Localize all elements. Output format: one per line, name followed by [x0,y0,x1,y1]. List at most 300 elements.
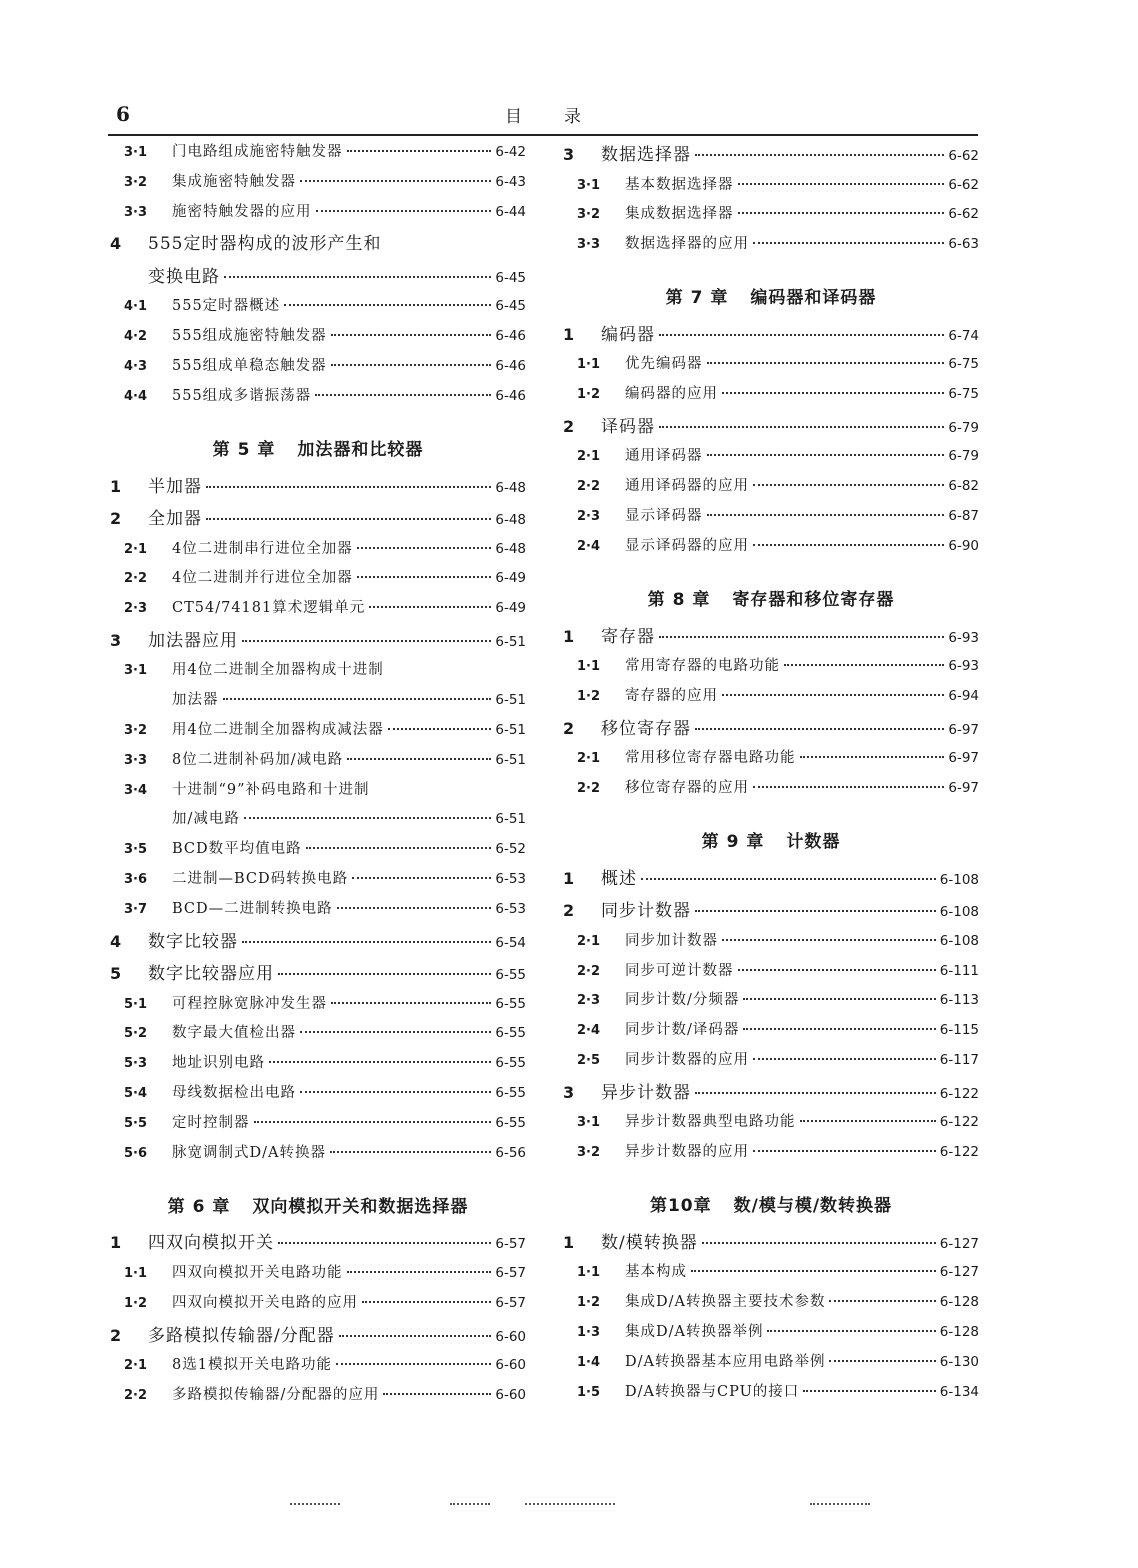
section-number: 2·4 [577,538,601,554]
toc-entry [110,807,526,837]
page-ref: 6-122 [939,1144,979,1161]
section-title: BCD数平均值电路 [172,841,302,858]
leader-dots [352,877,491,879]
toc-entry [110,229,526,262]
toc-entry [563,896,979,929]
section-title: 集成D/A转换器主要技术参数 [625,1294,826,1311]
section-title: 母线数据检出电路 [172,1085,296,1102]
section-number: 3·6 [124,872,148,888]
leader-dots [767,1330,935,1332]
section-number: 3 [563,1082,575,1102]
toc-entry [110,140,526,170]
toc-entry [563,504,979,534]
toc-entry [110,504,526,537]
toc-entry [110,748,526,778]
page-ref: 6-94 [948,687,979,704]
leader-dots [753,484,944,486]
section-number: 3·1 [124,663,148,679]
page-ref: 6-108 [939,871,979,888]
toc-entry [110,384,526,414]
section-title: 555组成单稳态触发器 [172,357,327,374]
page-ref: 6-57 [495,1264,526,1281]
section-title: 寄存器的应用 [625,687,718,704]
leader-dots [242,941,491,943]
toc-entry [563,173,979,203]
leader-dots [691,1270,936,1272]
section-title: 4位二进制串行进位全加器 [172,540,353,557]
section-number: 4·4 [124,388,148,404]
leader-dots [659,636,944,638]
section-title: 二进制—BCD码转换电路 [172,871,349,888]
leader-dots [223,698,492,700]
section-title: 变换电路 [148,266,220,287]
page-ref: 6-51 [495,811,526,828]
leader-dots [753,242,944,244]
chapter-title: 编码器和译码器 [750,288,877,309]
page-ref: 6-49 [495,570,526,587]
leader-dots [206,518,491,520]
section-number: 1 [563,626,575,646]
toc-entry [563,474,979,504]
leader-dots [753,1150,936,1152]
toc-entry [563,864,979,897]
toc-entry [110,1141,526,1171]
page-ref: 6-48 [495,512,526,529]
leader-dots [659,334,944,336]
section-title: 4位二进制并行进位全加器 [172,570,353,587]
section-number: 2·3 [577,509,601,525]
section-number: 3·5 [124,842,148,858]
toc-entry [563,382,979,412]
toc-entry [563,1018,979,1048]
section-title: 数据选择器的应用 [625,236,749,253]
section-number: 3·2 [577,207,601,223]
page-ref: 6-51 [495,633,526,650]
toc-entry [563,988,979,1018]
section-number: 2·5 [577,1053,601,1069]
section-number: 3 [110,630,122,650]
toc-entry [563,1048,979,1078]
section-number: 3·1 [124,145,148,160]
leader-dots [224,276,491,278]
leader-dots [347,758,491,760]
leader-dots [722,392,944,394]
section-title: 移位寄存器的应用 [625,780,749,797]
section-title: 移位寄存器 [601,718,691,739]
section-title: D/A转换器基本应用电路举例 [625,1353,826,1370]
toc-entry [563,202,979,232]
leader-dots [800,756,945,758]
section-number: 1 [110,1233,122,1253]
section-title: 可程控脉宽脉冲发生器 [172,995,327,1012]
chapter-title: 寄存器和移位寄存器 [732,590,895,611]
section-title: D/A转换器与CPU的接口 [625,1383,800,1400]
page-ref: 6-51 [495,722,526,739]
leader-dots [357,547,492,549]
chapter-title: 计数器 [786,832,841,853]
toc-entry [110,1321,526,1354]
page-ref: 6-57 [495,1236,526,1253]
section-title: 多路模拟传输器/分配器 [148,1325,335,1346]
leader-dots [743,1028,935,1030]
section-title: 加/减电路 [172,811,240,828]
chapter-heading [563,816,979,864]
section-title: 同步计数器 [601,901,691,922]
page-ref: 6-55 [495,967,526,984]
section-number: 2·2 [124,571,148,587]
chapter-title: 数/模与模/数转换器 [733,1196,893,1217]
section-number: 2·2 [577,963,601,979]
section-title: 同步计数/分频器 [625,992,740,1009]
page-ref: 6-44 [495,203,526,220]
section-title: 异步计数器典型电路功能 [625,1114,796,1131]
page-ref: 6-55 [495,1114,526,1131]
toc-entry [563,746,979,776]
section-number: 3·3 [124,204,148,220]
section-number: 1·3 [577,1325,601,1341]
toc-entry [110,1291,526,1321]
leader-dots [738,183,945,185]
leader-dots [284,304,491,306]
toc-entry [110,1051,526,1081]
spacer [110,1170,526,1180]
chapter-number: 第10章 [649,1196,712,1217]
toc-entry [110,200,526,230]
section-number: 3 [563,145,575,164]
spacer [563,806,979,816]
page-ref: 6-53 [495,900,526,917]
page-ref: 6-45 [495,298,526,315]
section-title: 集成施密特触发器 [172,173,296,190]
toc-entry [563,444,979,474]
section-title: 8位二进制补码加/减电路 [172,751,344,768]
section-number: 4·1 [124,299,148,315]
leader-dots [254,1121,492,1123]
page-ref: 6-62 [948,176,979,193]
section-number: 3·4 [124,782,148,798]
toc-entry [563,1290,979,1320]
page-ref: 6-51 [495,692,526,709]
section-number: 4 [110,931,122,951]
leader-dots [753,1058,936,1060]
header-title: 目录 [505,107,623,127]
leader-dots [331,364,492,366]
toc-entry [110,1021,526,1051]
section-number: 2·4 [577,1023,601,1039]
section-title: 用4位二进制全加器构成十进制 [172,662,384,679]
section-title: 编码器的应用 [625,386,718,403]
section-title: 数/模转换器 [601,1232,698,1253]
section-title: 门电路组成施密特触发器 [172,144,343,160]
chapter-heading [110,1180,526,1228]
footer-marks [280,1503,980,1507]
leader-dots [269,1061,491,1063]
section-title: 8选1模拟开关电路功能 [172,1357,332,1374]
section-title: 常用寄存器的电路功能 [625,658,780,675]
leader-dots [743,998,935,1000]
section-title: 全加器 [148,509,202,530]
section-number: 1 [563,1232,575,1252]
section-title: 555组成施密特触发器 [172,328,327,345]
page-ref: 6-62 [948,206,979,223]
page-ref: 6-93 [948,629,979,646]
section-number: 2 [563,718,575,738]
chapter-heading [563,574,979,622]
page-ref: 6-87 [948,508,979,525]
page-ref: 6-75 [948,386,979,403]
section-number: 3·1 [577,1115,601,1131]
section-title: 数字比较器应用 [148,964,274,985]
page-ref: 6-60 [495,1328,526,1345]
leader-dots [738,969,936,971]
toc-entry [110,688,526,718]
section-number: 2·1 [124,541,148,557]
toc-entry [563,959,979,989]
leader-dots [347,1271,492,1273]
leader-dots [829,1360,935,1362]
section-title: 555定时器构成的波形产生和 [148,234,382,255]
toc-entry [110,626,526,659]
section-number: 2·3 [124,601,148,617]
page-ref: 6-79 [948,419,979,436]
leader-dots [206,486,491,488]
toc-entry [110,658,526,688]
section-number: 5·5 [124,1115,148,1131]
page-ref: 6-57 [495,1294,526,1311]
section-number: 2·2 [577,781,601,797]
leader-dots [278,1242,491,1244]
header-rule [108,134,978,136]
page-ref: 6-111 [939,962,979,979]
page-ref: 6-97 [948,750,979,767]
page-ref: 6-93 [948,658,979,675]
toc-entry [563,412,979,445]
leader-dots [336,1363,491,1365]
section-title: 十进制“9”补码电路和十进制 [172,781,370,798]
page-ref: 6-55 [495,1025,526,1042]
toc-entry [563,1260,979,1290]
page-ref: 6-128 [939,1294,979,1311]
section-title: 加法器 [172,692,219,709]
toc-entry [563,1350,979,1380]
section-title: 四双向模拟开关 [148,1233,274,1254]
spacer [563,262,979,272]
section-number: 2·2 [577,479,601,495]
section-number: 1·2 [124,1295,148,1311]
section-number: 2·1 [124,1358,148,1374]
leader-dots [707,362,945,364]
page-ref: 6-55 [495,995,526,1012]
page-ref: 6-45 [495,269,526,286]
leader-dots [803,1390,935,1392]
section-title: 四双向模拟开关电路功能 [172,1264,343,1281]
page-ref: 6-75 [948,356,979,373]
page-ref: 6-56 [495,1144,526,1161]
leader-dots [244,817,491,819]
toc-column-left [110,140,526,1413]
toc-entry [110,294,526,324]
section-title: 集成D/A转换器举例 [625,1324,764,1341]
section-title: 基本构成 [625,1264,687,1281]
toc-entry [563,1078,979,1111]
section-title: 用4位二进制全加器构成减法器 [172,722,384,739]
spacer [563,1170,979,1180]
leader-dots [722,694,944,696]
page-number: 6 [116,102,130,126]
section-title: 优先编码器 [625,356,703,373]
leader-dots [707,454,945,456]
toc-entry [110,1383,526,1413]
section-number: 2·3 [577,993,601,1009]
section-number: 1·1 [577,659,601,675]
toc-entry [563,1110,979,1140]
section-title: 数据选择器 [601,145,691,165]
toc-entry [110,537,526,567]
page-ref: 6-54 [495,934,526,951]
section-number: 4·3 [124,358,148,374]
toc-entry [110,1111,526,1141]
section-title: 同步计数器的应用 [625,1052,749,1069]
toc-entry [110,1261,526,1291]
section-title: CT54/74181算术逻辑单元 [172,600,366,617]
leader-dots [369,606,491,608]
chapter-heading [563,1180,979,1228]
section-title: 概述 [601,868,637,889]
section-title: 多路模拟传输器/分配器的应用 [172,1386,380,1403]
section-number: 1·1 [124,1265,148,1281]
page-ref: 6-113 [939,992,979,1009]
section-title: 编码器 [601,324,655,345]
spacer [110,414,526,424]
page-ref: 6-60 [495,1386,526,1403]
leader-dots [362,1301,491,1303]
section-title: 显示译码器的应用 [625,537,749,554]
section-number: 3·2 [124,723,148,739]
page-ref: 6-82 [948,478,979,495]
toc-entry [110,1081,526,1111]
page-ref: 6-108 [939,904,979,921]
page-ref: 6-130 [939,1353,979,1370]
section-title: 通用译码器 [625,448,703,465]
toc-entry [110,927,526,960]
leader-dots [331,1002,491,1004]
section-title: 同步可逆计数器 [625,962,734,979]
chapter-title: 加法器和比较器 [297,440,424,461]
toc-entry [563,232,979,262]
section-title: 寄存器 [601,626,655,647]
section-number: 5·6 [124,1145,148,1161]
leader-dots [300,1031,491,1033]
page-ref: 6-49 [495,600,526,617]
toc-entry [110,778,526,808]
leader-dots [388,728,492,730]
chapter-number: 第 8 章 [647,590,711,611]
section-title: BCD—二进制转换电路 [172,900,333,917]
leader-dots [800,1120,936,1122]
page-ref: 6-117 [939,1052,979,1069]
page-ref: 6-46 [495,357,526,374]
section-number: 2·1 [577,933,601,949]
section-number: 1·2 [577,387,601,403]
page-ref: 6-122 [939,1085,979,1102]
page-ref: 6-79 [948,448,979,465]
section-title: 555组成多谐振荡器 [172,387,312,404]
section-title: 显示译码器 [625,508,703,525]
section-number: 2 [110,509,122,529]
page-ref: 6-90 [948,537,979,554]
toc-entry [563,714,979,747]
toc-entry [110,170,526,200]
section-number: 1 [563,868,575,888]
page-ref: 6-43 [495,173,526,190]
page-ref: 6-74 [948,327,979,344]
page-ref: 6-46 [495,387,526,404]
page-ref: 6-97 [948,780,979,797]
section-number: 5·1 [124,996,148,1012]
leader-dots [316,210,492,212]
section-title: 异步计数器的应用 [625,1144,749,1161]
toc-entry [563,1140,979,1170]
leader-dots [357,576,492,578]
leader-dots [784,664,944,666]
section-number: 1·5 [577,1384,601,1400]
page-ref: 6-42 [495,144,526,160]
page-ref: 6-134 [939,1383,979,1400]
toc-column-right [563,140,979,1409]
chapter-number: 第 6 章 [167,1196,231,1217]
leader-dots [278,973,491,975]
section-number: 1·4 [577,1354,601,1370]
toc-entry [110,1228,526,1261]
toc-entry [110,992,526,1022]
toc-entry [110,566,526,596]
toc-entry [563,1228,979,1261]
page-ref: 6-48 [495,479,526,496]
section-title: 通用译码器的应用 [625,478,749,495]
section-title: 半加器 [148,476,202,497]
leader-dots [337,907,492,909]
toc-entry [563,684,979,714]
section-number: 1·1 [577,357,601,373]
section-title: 同步计数/译码器 [625,1022,740,1039]
section-number: 5·4 [124,1086,148,1102]
toc-entry [563,1380,979,1410]
section-number: 2·2 [124,1387,148,1403]
toc-entry [563,140,979,173]
section-title: 译码器 [601,416,655,437]
toc-entry [110,897,526,927]
toc-entry [110,718,526,748]
toc-entry [110,959,526,992]
toc-entry [110,354,526,384]
toc-entry [563,622,979,655]
chapter-title: 双向模拟开关和数据选择器 [252,1196,469,1217]
section-number: 2 [563,416,575,436]
leader-dots [339,1335,492,1337]
toc-entry [110,837,526,867]
leader-dots [383,1393,491,1395]
toc-entry [110,324,526,354]
page-ref: 6-52 [495,841,526,858]
leader-dots [738,212,945,214]
spacer [563,564,979,574]
leader-dots [641,878,936,880]
section-title: 异步计数器 [601,1082,691,1103]
leader-dots [315,394,491,396]
section-number: 1·1 [577,1265,601,1281]
chapter-heading [110,424,526,472]
leader-dots [347,150,492,152]
